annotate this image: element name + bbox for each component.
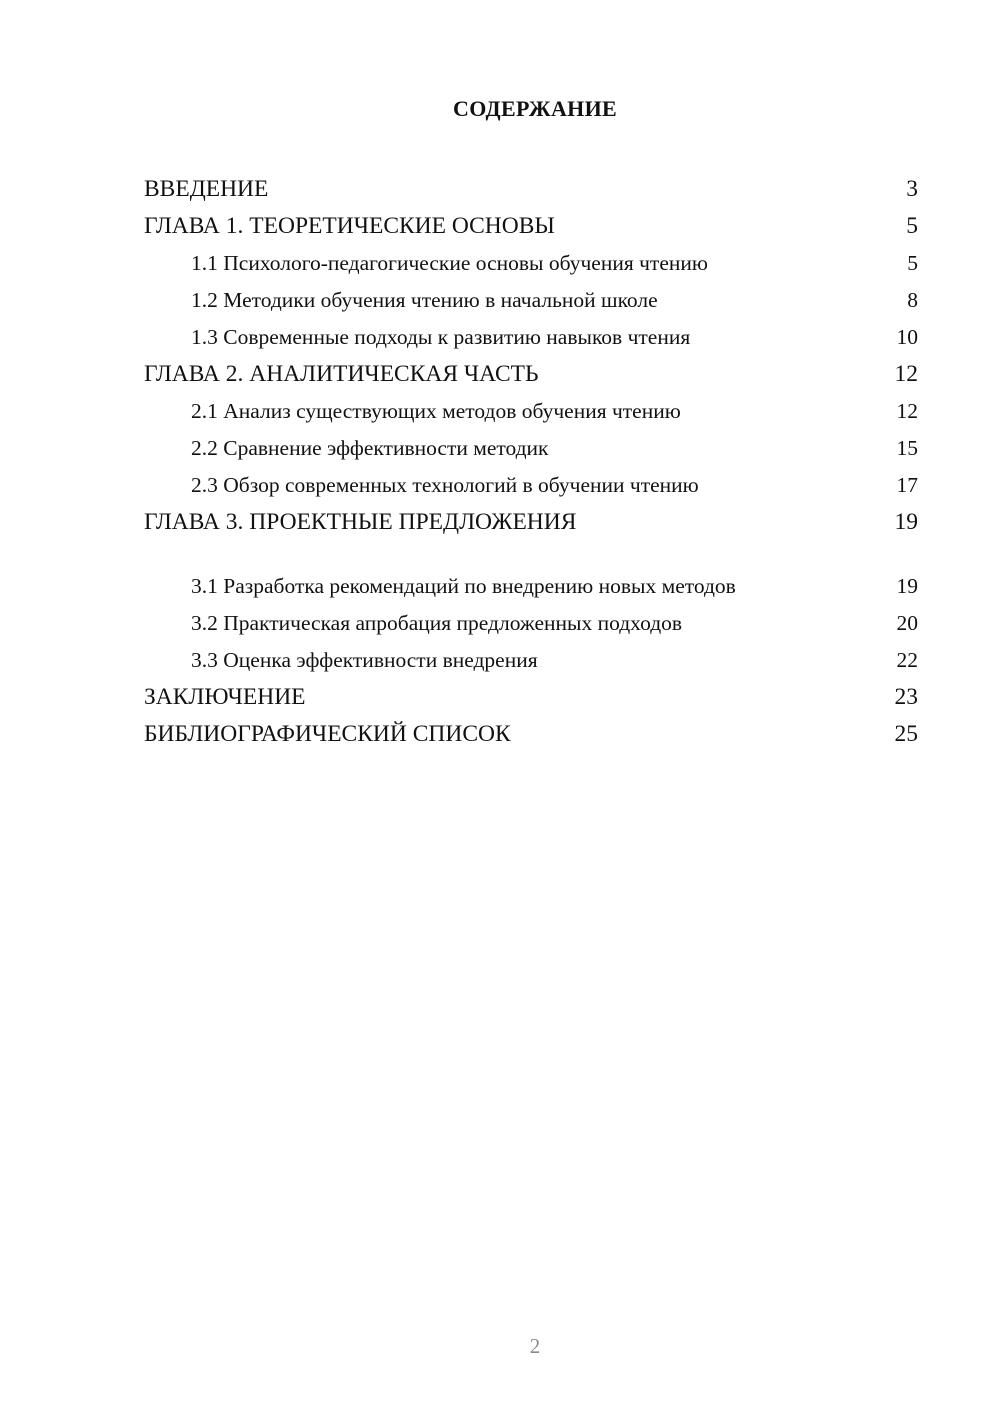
toc-entry-title: 3.1 Разработка рекомендаций по внедрению новых методов — [191, 574, 736, 598]
page-number: 2 — [529, 1334, 541, 1358]
toc-entry-title: 1.1 Психолого-педагогические основы обучения чтению — [191, 251, 708, 275]
toc-entry-title: БИБЛИОГРАФИЧЕСКИЙ СПИСОК — [144, 721, 511, 747]
toc-entry-section-2-1[interactable] — [144, 390, 918, 427]
toc-entry-page: 3 — [906, 176, 918, 202]
table-of-contents — [144, 168, 918, 750]
toc-entry-bibliography[interactable] — [144, 713, 918, 750]
toc-entry-title: 2.1 Анализ существующих методов обучения чтению — [191, 399, 681, 423]
toc-entry-page: 10 — [896, 325, 918, 349]
toc-entry-chapter-2[interactable] — [144, 353, 918, 390]
toc-entry-page: 19 — [894, 509, 918, 535]
toc-entry-title: 2.3 Обзор современных технологий в обучении чтению — [191, 473, 699, 497]
toc-entry-chapter-3[interactable] — [144, 501, 918, 538]
toc-entry-section-2-3[interactable] — [144, 464, 918, 501]
toc-entry-page: 8 — [907, 288, 918, 312]
toc-entry-title: ГЛАВА 3. ПРОЕКТНЫЕ ПРЕДЛОЖЕНИЯ — [144, 509, 577, 535]
page-title: СОДЕРЖАНИЕ — [453, 96, 617, 121]
toc-entry-page: 23 — [894, 684, 918, 710]
toc-entry-section-1-2[interactable] — [144, 279, 918, 316]
toc-entry-title: ЗАКЛЮЧЕНИЕ — [144, 684, 306, 710]
toc-entry-page: 22 — [896, 648, 918, 672]
toc-entry-page: 19 — [896, 574, 918, 598]
toc-entry-title: ГЛАВА 2. АНАЛИТИЧЕСКАЯ ЧАСТЬ — [144, 361, 539, 387]
toc-entry-title: 1.3 Современные подходы к развитию навыков чтения — [191, 325, 691, 349]
toc-entry-page: 12 — [894, 361, 918, 387]
toc-entry-title: ВВЕДЕНИЕ — [144, 176, 269, 202]
toc-entry-section-2-2[interactable] — [144, 427, 918, 464]
toc-entry-page: 20 — [896, 611, 918, 635]
toc-entry-section-3-3[interactable] — [144, 639, 918, 676]
toc-entry-title: 2.2 Сравнение эффективности методик — [191, 436, 549, 460]
toc-entry-title: ГЛАВА 1. ТЕОРЕТИЧЕСКИЕ ОСНОВЫ — [144, 213, 555, 239]
toc-entry-title: 1.2 Методики обучения чтению в начальной школе — [191, 288, 658, 312]
toc-entry-page: 25 — [894, 721, 918, 747]
toc-entry-page: 17 — [896, 473, 918, 497]
toc-entry-page: 5 — [906, 213, 918, 239]
toc-entry-page: 5 — [907, 251, 918, 275]
toc-entry-section-1-1[interactable] — [144, 242, 918, 279]
toc-entry-section-1-3[interactable] — [144, 316, 918, 353]
toc-entry-title: 3.2 Практическая апробация предложенных подходов — [191, 611, 683, 635]
toc-entry-page: 12 — [896, 399, 918, 423]
toc-entry-chapter-1[interactable] — [144, 205, 918, 242]
toc-entry-section-3-1[interactable] — [144, 538, 918, 602]
toc-entry-title: 3.3 Оценка эффективности внедрения — [191, 648, 538, 672]
toc-entry-conclusion[interactable] — [144, 676, 918, 713]
toc-entry-introduction[interactable] — [144, 168, 918, 205]
toc-entry-section-3-2[interactable] — [144, 602, 918, 639]
toc-entry-page: 15 — [896, 436, 918, 460]
